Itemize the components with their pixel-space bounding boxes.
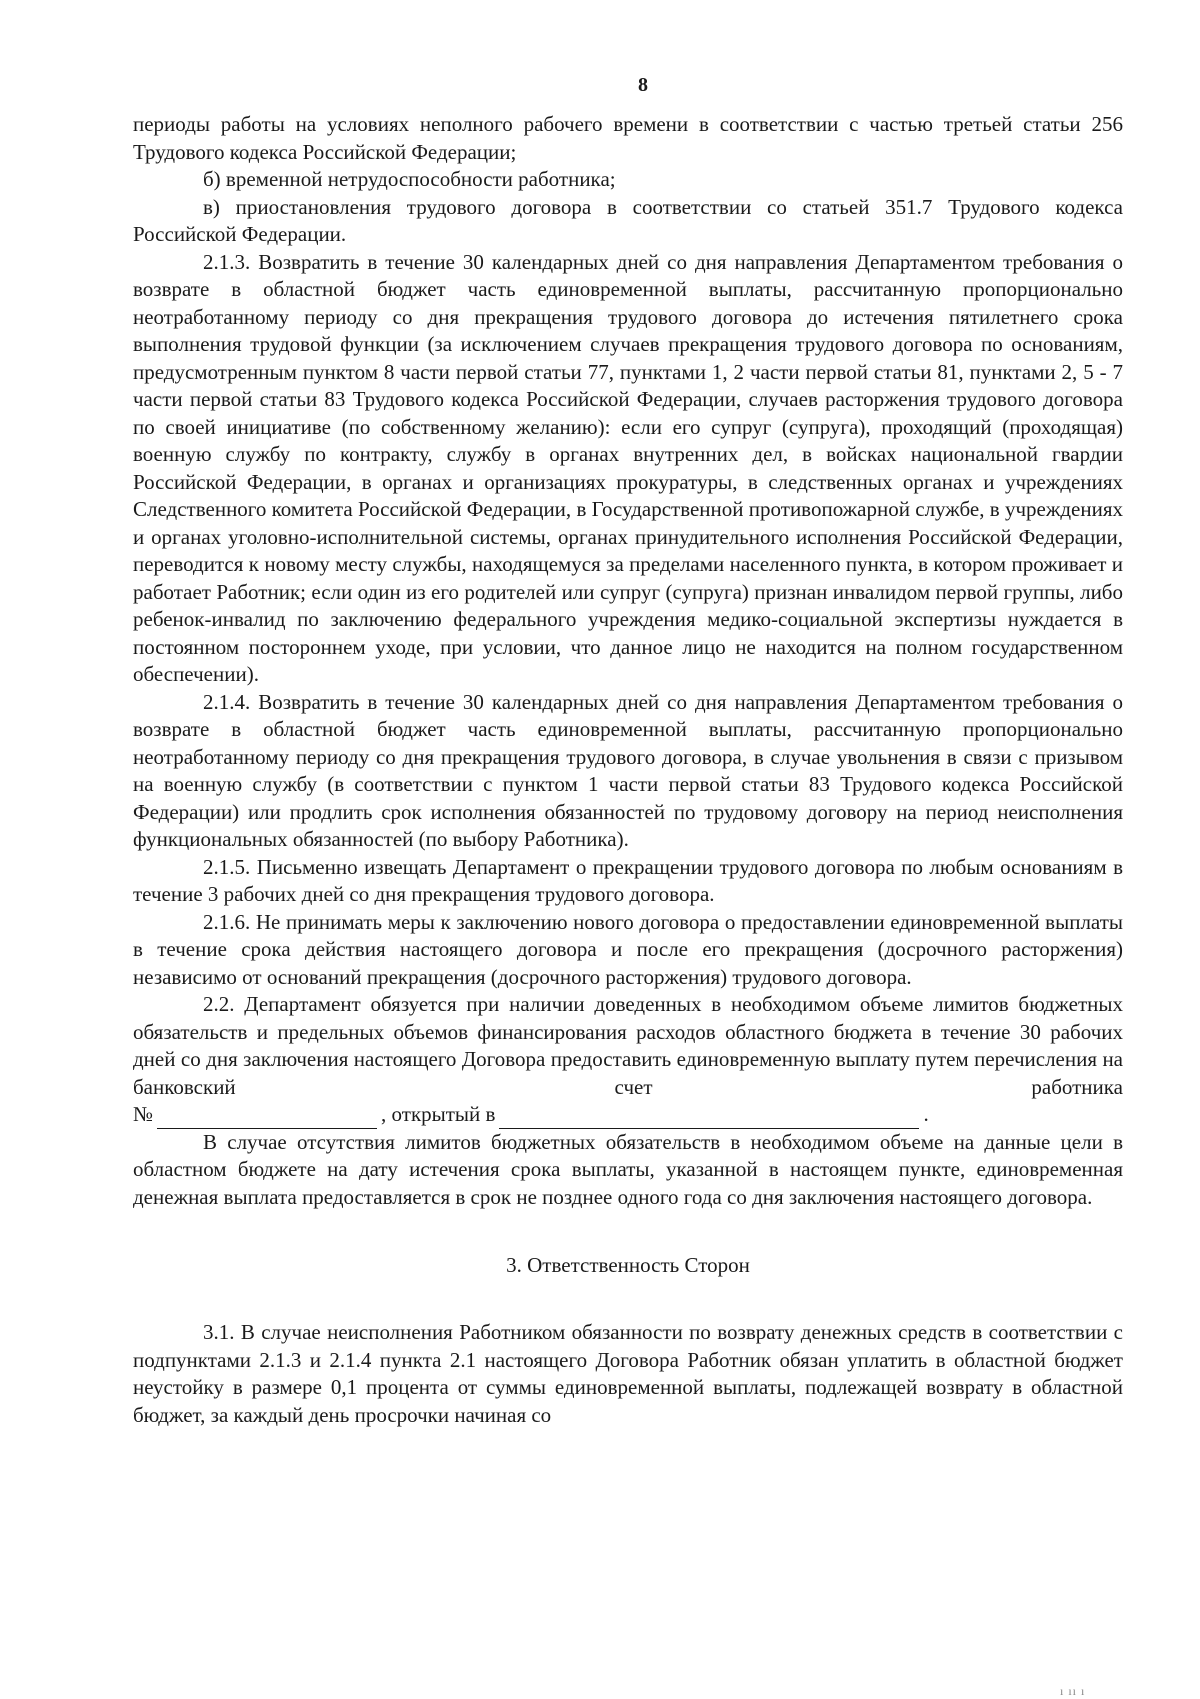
opened-in-label: , открытый в (381, 1102, 496, 1126)
account-number-blank[interactable] (157, 1109, 377, 1129)
paragraph-3-1: 3.1. В случае неисполнения Работником обязанности по возврату денежных средств в соответствии с подпунктами 2.1.3 и 2.1.4 пункта 2.1 настоящего Договора Работник обязан уплатить в областной бюджет неустойку в размере 0,1 процента от суммы единовременной выплаты, подлежащей возврату в областной бюджет, за каждый день просрочки начиная со (133, 1320, 1123, 1427)
line-end: . (923, 1102, 929, 1126)
account-number-line (133, 1101, 1123, 1129)
paragraph-2-2: 2.2. Департамент обязуется при наличии доведенных в необходимом объеме лимитов бюджетных обязательств и предельных объемов финансирования расходов областного бюджета в течение 30 рабочих дней со дня заключения настоящего Договора предоставить единовременную выплату путем перечисления на банковский счет работника (133, 992, 1123, 1099)
paragraph-item-b: б) временной нетрудоспособности работника; (203, 167, 616, 191)
paragraph-2-1-6: 2.1.6. Не принимать меры к заключению нового договора о предоставлении единовременной выплаты в течение срока действия настоящего договора и после его прекращения (досрочного расторжения) независимо от оснований прекращения (досрочного расторжения) трудового договора. (133, 909, 1123, 989)
section-3-title: 3. Ответственность Сторон (506, 1253, 750, 1277)
paragraph-periods: периоды работы на условиях неполного рабочего времени в соответствии с частью третьей статьи 256 Трудового кодекса Российской Федерации; (133, 112, 1123, 164)
bank-name-blank[interactable] (499, 1109, 919, 1129)
page-number: 8 (638, 74, 648, 96)
scan-edge-marks: ı ıı ı (1060, 1684, 1086, 1698)
paragraph-2-1-3: 2.1.3. Возвратить в течение 30 календарных дней со дня направления Департаментом требования о возврате в областной бюджет часть единовременной выплаты, рассчитанную пропорционально неотработанному периоду со дня прекращения трудового договора до истечения пятилетнего срока выполнения трудовой функции (за исключением случаев прекращения трудового договора по основаниям, предусмотренным пунктом 8 части первой статьи 77, пунктами 1, 2 части первой статьи 81, пунктами 2, 5 - 7 части первой статьи 83 Трудового кодекса Российской Федерации, случаев расторжения трудового договора по своей инициативе (по собственному желанию): если его супруг (супруга), проходящий (проходящая) военную службу по контракту, службу в органах внутренних дел, в войсках национальной гвардии Российской Федерации, в органах и организациях прокуратуры, в следственных органах и учреждениях Следственного комитета Российской Федерации, в Государственной противопожарной службе, в учреждениях и органах уголовно-исполнительной системы, органах принудительного исполнения Российской Федерации, переводится к новому месту службы, находящемуся за пределами населенного пункта, в котором проживает и работает Работник; если один из его родителей или супруг (супруга) признан инвалидом первой группы, либо ребенок-инвалид по заключению федерального учреждения медико-социальной экспертизы нуждается в постоянном постороннем уходе, при условии, что данное лицо не находится на полном государственном обеспечении). (133, 249, 1123, 686)
paragraph-2-2-continuation: В случае отсутствия лимитов бюджетных обязательств в необходимом объеме на данные цели в областном бюджете на дату истечения срока выплаты, указанной в настоящем пункте, единовременная денежная выплата предоставляется в срок не позднее одного года со дня заключения настоящего договора. (133, 1129, 1123, 1209)
paragraph-2-1-5: 2.1.5. Письменно извещать Департамент о прекращении трудового договора по любым основаниям в течение 3 рабочих дней со дня прекращения трудового договора. (133, 854, 1123, 906)
paragraph-2-1-4: 2.1.4. Возвратить в течение 30 календарных дней со дня направления Департаментом требования о возврате в областной бюджет часть единовременной выплаты, рассчитанную пропорционально неотработанному периоду со дня прекращения трудового договора, в случае увольнения в связи с призывом на военную службу (в соответствии с пунктом 1 части первой статьи 83 Трудового кодекса Российской Федерации) или продлить срок исполнения обязанностей по трудовому договору на период неисполнения функциональных обязанностей (по выбору Работника). (133, 689, 1123, 851)
paragraph-item-v: в) приостановления трудового договора в соответствии со статьей 351.7 Трудового кодекса Российской Федерации. (133, 194, 1123, 246)
number-sign: № (133, 1102, 154, 1126)
